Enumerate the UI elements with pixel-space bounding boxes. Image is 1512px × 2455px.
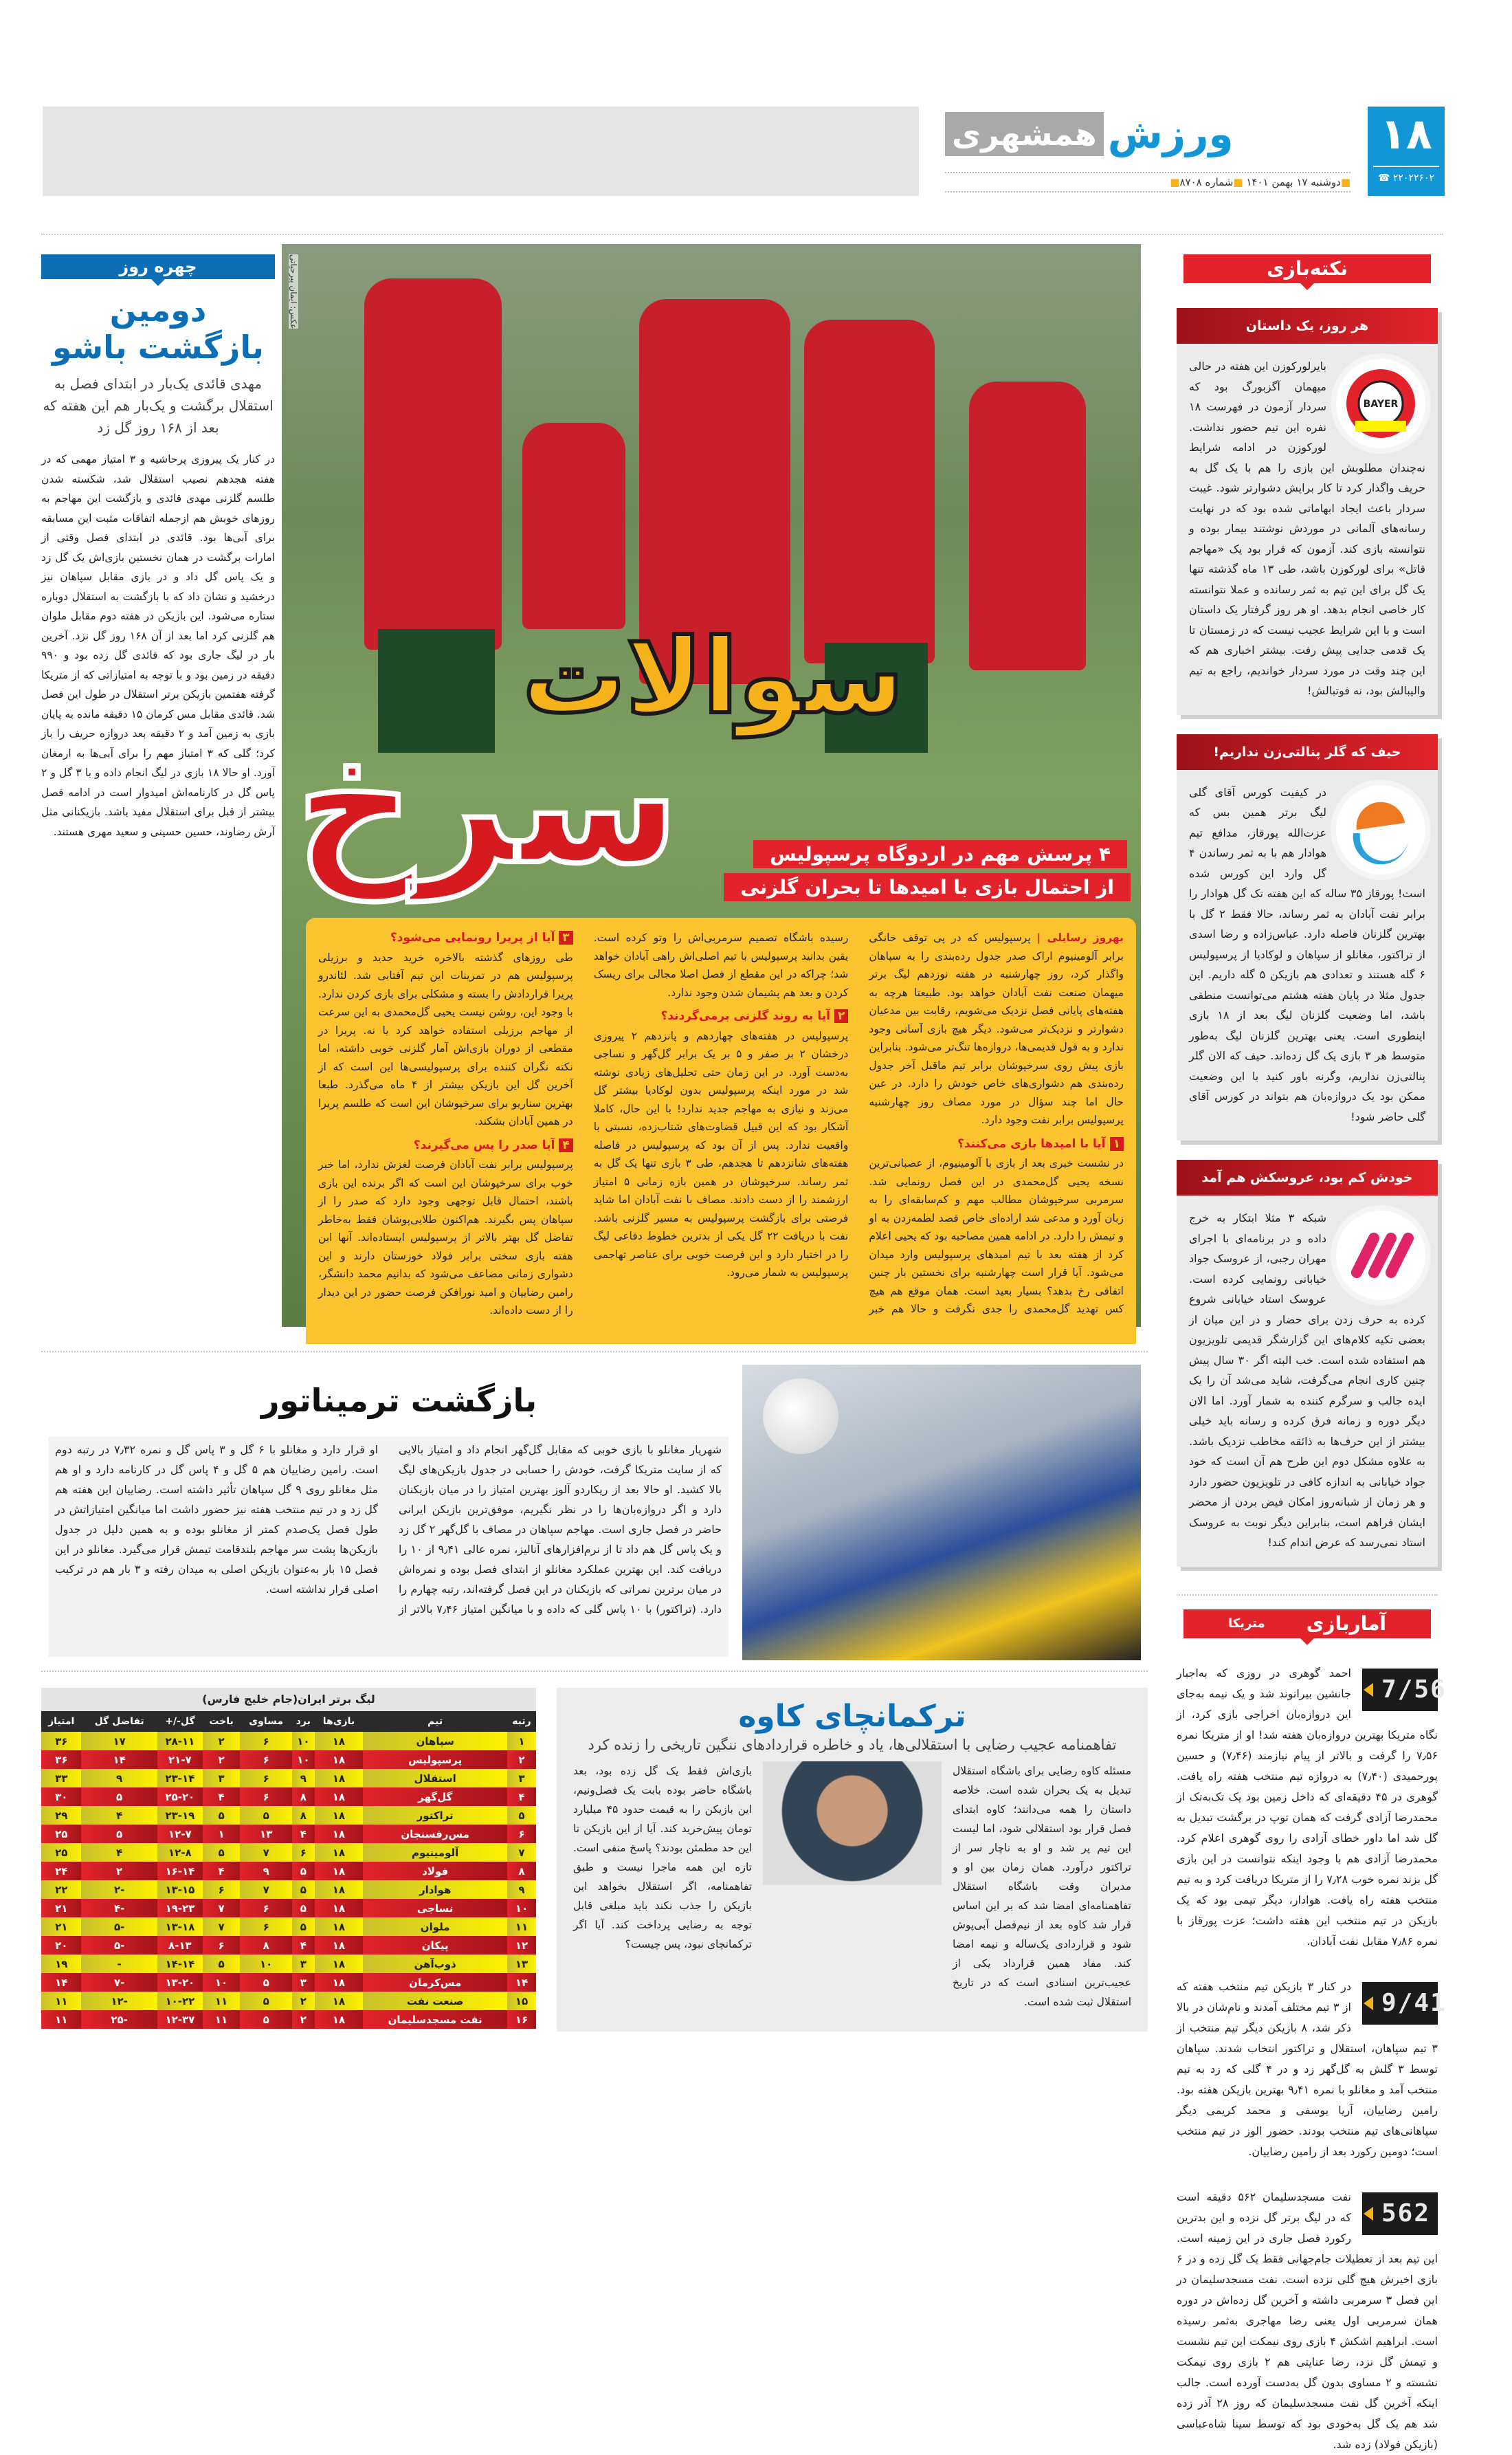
table-cell: ۱۲-۸	[157, 1843, 203, 1862]
table-cell: ۳۰	[41, 1787, 81, 1806]
table-cell: ۱۳-۱۸	[157, 1917, 203, 1936]
table-cell: ۹	[240, 1862, 292, 1880]
table-row	[41, 1862, 536, 1880]
table-cell: ۱۰	[240, 1955, 292, 1973]
table-cell: ۶	[203, 1880, 240, 1899]
table-cell: -۵	[81, 1917, 157, 1936]
page-number-box	[1368, 107, 1445, 196]
football	[763, 1378, 838, 1454]
table-row	[41, 1973, 536, 1992]
table-cell: ۱۳-۱۵	[157, 1880, 203, 1899]
face-of-the-day	[41, 254, 275, 1327]
table-cell: آلومینیوم	[363, 1843, 507, 1862]
table-cell: ۱۵	[507, 1992, 536, 2010]
table-cell: ۲	[292, 1992, 314, 2010]
table-cell: ۲۳-۱۴	[157, 1769, 203, 1787]
table-cell: ۱۸	[315, 1732, 364, 1750]
issue-date: دوشنبه ۱۷ بهمن ۱۴۰۱	[1246, 176, 1341, 188]
table-cell: ۳۶	[41, 1732, 81, 1750]
column-header: گل-/+	[157, 1711, 203, 1732]
table-cell: ۹	[81, 1769, 157, 1787]
table-cell: ۲۰	[41, 1936, 81, 1955]
table-row	[41, 1825, 536, 1843]
divider	[1177, 1594, 1438, 1596]
column-header: رتبه	[507, 1711, 536, 1732]
column-box	[1177, 1160, 1438, 1567]
table-cell: ۱۸	[315, 1936, 364, 1955]
table-cell: ۱۰-۲۲	[157, 1992, 203, 2010]
box-text: در کیفیت کورس آقای گلی لیگ برتر همین بس که عزت‌الله پورقاز، مدافع تیم هوادار هم با به ثمر رساندن ۴ گل وارد این کورس شده است! پورقاز ۳۵ ساله که این هفته تک گل هوادار را برابر نفت آبادان به ثمر رساند، حالا فقط ۲ گل با بهترین گلزنان فاصله دارد. عباس‌زاده و رضا اسدی از تراکتور، مغانلو از سپاهان و لوکادیا از پرسپولیس ۶ گله هستند و تعدادی هم بازیکن ۵ گله داریم. این جدول مثلا در پایان هفته هشتم می‌توانست منطقی باشد، اما وضعیت گلزنان لیگ بعد از ۱۸ بازی اینطوری است. یعنی بهترین گلزنان لیگ به‌طور متوسط هر ۳ بازی یک گل زده‌اند. حیف که الان گلر پنالتی‌زن نداریم، وگرنه باور کنید با این وضعیت ممکن بود یک دروازه‌بان هم بتواند در کورس آقای گلی حاضر شود!	[1189, 785, 1426, 1123]
table-cell: ۶	[240, 1787, 292, 1806]
table-cell: ۱۸	[315, 2010, 364, 2029]
stat-display	[1362, 1669, 1447, 1711]
table-cell: ۱	[507, 1732, 536, 1750]
table-cell: ۶	[240, 1732, 292, 1750]
table-cell: ۲۵	[41, 1825, 81, 1843]
stat-display	[1362, 2192, 1438, 2235]
table-cell: ۸	[292, 1806, 314, 1825]
right-column	[1177, 254, 1447, 2455]
table-cell: ۵	[203, 1806, 240, 1825]
table-cell: ۵	[240, 1992, 292, 2010]
article-title: دومین بازگشت باشو	[52, 291, 264, 366]
table-cell: ۱۸	[315, 1769, 364, 1787]
headline-top: سوالات	[522, 617, 904, 737]
table-cell: ۶	[507, 1825, 536, 1843]
table-cell: ۵	[203, 1955, 240, 1973]
question-heading	[869, 1135, 1124, 1154]
box-title: حیف که گلر پنالتی‌زن نداریم!	[1177, 734, 1438, 770]
stats-tag	[1183, 1609, 1431, 1638]
table-cell: مس‌رفسنجان	[363, 1825, 507, 1843]
table-cell: ۸	[292, 1787, 314, 1806]
kaveh-article	[557, 1688, 1148, 2032]
logo-accent: ورزش	[1107, 111, 1234, 157]
sepahan-match-photo	[742, 1365, 1141, 1660]
question-title: آیا به روند گلزنی برمی‌گردند؟	[660, 1009, 830, 1023]
table-cell: ۲	[203, 1750, 240, 1769]
table-cell: -۲۵	[81, 2010, 157, 2029]
question-title: آیا صدر را پس می‌گیرند؟	[413, 1138, 555, 1152]
divider	[41, 234, 1443, 235]
table-cell: فولاد	[363, 1862, 507, 1880]
table-cell: ۴	[507, 1787, 536, 1806]
main-article-box	[306, 918, 1136, 1344]
table-cell: ۱۹-۲۳	[157, 1899, 203, 1917]
table-cell: ۱۱	[507, 1917, 536, 1936]
phone-icon: ☎	[1377, 173, 1390, 184]
table-cell: ۲۵	[41, 1843, 81, 1862]
question-number: ۳	[559, 931, 572, 945]
table-cell: -۴	[81, 1899, 157, 1917]
table-cell: ۲۱	[41, 1917, 81, 1936]
stat-text: نفت مسجدسلیمان ۵۶۲ دقیقه است که در لیگ برتر گل نزده و این بدترین رکورد فصل جاری در این زمینه است. این تیم بعد از تعطیلات جام‌جهانی فقط یک گل زده و در ۶ بازی اخیرش هیچ گلی نزده است. نفت مسجدسلیمان در این فصل ۳ سرمربی داشته و آخرین گل زده‌اش در دوره همان سرمربی اول یعنی رضا مهاجری به‌ثمر رسیده است. ابراهیم اشکش ۴ بازی روی نیمکت این تیم نشست و تیمش گل نزد، رضا عنایتی هم ۲ بازی روی نیمکت نشسته و ۲ مساوی بدون گل به‌دست آورده است. جالب اینکه آخرین گل نفت مسجدسلیمان که روز ۲۸ آذر زده شد هم یک گل به‌خودی بود که توسط سینا شاه‌عباسی (بازیکن فولاد) زده شد.	[1177, 2190, 1438, 2451]
table-cell: ۵	[203, 1843, 240, 1862]
issue-number: شماره ۸۷۰۸	[1179, 176, 1234, 188]
column-header: مساوی	[240, 1711, 292, 1732]
table-cell: ملوان	[363, 1917, 507, 1936]
table-cell: صنعت نفت	[363, 1992, 507, 2010]
stats-title: آماربازی	[1306, 1611, 1387, 1635]
stat-item	[1177, 1663, 1447, 1952]
table-cell: ذوب‌آهن	[363, 1955, 507, 1973]
table-cell: ۱۴	[81, 1750, 157, 1769]
article-body: شهریار مغانلو با بازی خوبی که مقابل گل‌گهر انجام داد و امتیاز بالایی که از سایت متریکا گرفت، خودش را حسابی در جدول بازیکن‌های لیگ بالا کشید. او حالا بعد از ریکاردو آلوز بهترین امتیاز را در میان بازیکنان دارد و اگر دروازه‌بان‌ها را در نظر نگیریم، موفق‌ترین بازیکن ایرانی حاضر در فصل جاری است. مهاجم سپاهان در مصاف با گل‌گهر ۲ گل زد و یک پاس گل هم داد تا از نرم‌افزارهای آنالیز، نمره عالی ۹٫۴۱ از ۱۰ را دریافت کند. این بهترین عملکرد مغانلو از ابتدای فصل بوده و نمره‌اش در میان برترین نمراتی که بازیکنان در این فصل گرفته‌اند، رتبه چهارم را دارد. (تراکتور) با ۱۰ پاس گلی که داده و با میانگین امتیاز ۷٫۴۶ بالاتر از او قرار دارد و مغانلو با ۶ گل و ۳ پاس گل و نمره ۷٫۳۲ در رتبه دوم است. رامین رضاییان هم ۵ گل و ۴ پاس گل در کارنامه دارد و او هم مثل مغانلو روی ۹ گل سپاهان تأثیر داشته است. رضاییان این هفته هم گل زد و در تیم منتخب هفته نیز حضور داشت اما میانگین امتیازاتش در طول فصل یک‌صدم کمتر از مغانلو بوده و به همین دلیل در جدول بازیکن‌ها پشت سر مهاجم بلندقامت تیمش قرار می‌گیرد. مغانلو در این فصل ۱۵ بار به‌عنوان بازیکن اصلی به میدان رفته و ۳ بار هم در ترکیب اصلی قرار نداشته است.	[48, 1437, 729, 1657]
author: بهروز رسایلی |	[1036, 932, 1124, 944]
table-cell: ۴	[292, 1936, 314, 1955]
table-cell: ۳	[507, 1769, 536, 1787]
table-cell: ۱۴	[507, 1973, 536, 1992]
intro-text: پرسپولیس که در پی توقف خانگی برابر آلومینیوم اراک صدر جدول رده‌بندی را به سپاهان واگذار کرد، روز چهارشنبه در هفته نوزدهم لیگ برتر میهمان صنعت نفت آبادان خواهد بود. طبیعتا هرچه به هفته‌های پایانی فصل نزدیک می‌شویم، رقابت بین مدعیان دشوارتر و نزدیک‌تر می‌شود. دیگر هیچ بازی آسانی وجود ندارد و به قول قدیمی‌ها، دروازه‌ها تنگ‌تر می‌شود. بنابراین بازی پیش روی سرخپوشان برابر تیم ماقبل آخر جدول رده‌بندی هم دشواری‌های خاص خودش را دارد. در عین حال اما چند سؤال در مورد مصاف روز چهارشنبه پرسپولیس برابر نفت وجود دارد.	[869, 932, 1124, 1126]
table-cell: ۱۷	[81, 1732, 157, 1750]
column-header: تیم	[363, 1711, 507, 1732]
table-cell: ۶	[203, 1936, 240, 1955]
photo-credit: عکس: ایمان پیرحیاتی	[289, 254, 298, 329]
question-title: آیا از پریرا رونمایی می‌شود؟	[390, 931, 555, 945]
stat-text: احمد گوهری در روزی که به‌اجبار جانشین بیرانوند شد و یک نیمه به‌جای این دروازه‌بان اخراجی بازی کرد، از نگاه متریکا بهترین دروازه‌بان هفته شد! او از متریکا نمره ۷٫۵۶ را گرفت و بالاتر از پیام نیازمند (۷٫۴۶) و حسین پورحمیدی (۷٫۴۰) به دروازه تیم منتخب هفته راه یافت. گوهری در ۴۵ دقیقه‌ای که داخل زمین بود یک تک‌به‌تک از محمدرضا آزادی گرفت که همان توپ در برگشت تبدیل به گل شد اما داور خطای آزادی را روی گوهری اعلام کرد. محمدرضا آزادی هم با وجود اینکه نتوانست در این بازی گل بزند نمره خوب ۷٫۲۸ را از متریکا دریافت کرد و به تیم منتخب هفته راه یافت. هوادار، دیگر تیمی بود که یک بازیکن در تیم منتخب این هفته داشت؛ عزت پورقاز با نمره ۷٫۸۶ مقابل نفت آبادان.	[1177, 1666, 1438, 1948]
table-cell: ۱۰	[507, 1899, 536, 1917]
leverkusen-logo	[1336, 359, 1425, 448]
table-cell: ۳	[203, 1769, 240, 1787]
table-cell: ۷	[203, 1899, 240, 1917]
table-cell: ۱۱	[203, 2010, 240, 2029]
table-row	[41, 1769, 536, 1787]
table-cell: ۳	[292, 1955, 314, 1973]
column-box	[1177, 308, 1438, 715]
table-row	[41, 1787, 536, 1806]
table-cell: ۲	[81, 1862, 157, 1880]
column-header: امتیاز	[41, 1711, 81, 1732]
article-title: بازگشت ترمیناتور	[261, 1382, 537, 1419]
table-cell: ۱۸	[315, 1992, 364, 2010]
table-cell: -۷	[81, 1973, 157, 1992]
table-cell: ۱۱	[41, 1992, 81, 2010]
stat-value: 562	[1381, 2199, 1431, 2227]
table-cell: ۲۸-۱۱	[157, 1732, 203, 1750]
column-header: تفاضل گل	[81, 1711, 157, 1732]
question-number: ۴	[559, 1138, 572, 1152]
article-title: ترکمانچای کاوه	[738, 1699, 966, 1734]
metrica-brand: متریکا	[1227, 1616, 1265, 1631]
table-cell: ۵	[507, 1806, 536, 1825]
table-cell: ۱۶	[507, 2010, 536, 2029]
table-cell: ۱۱	[41, 2010, 81, 2029]
table-cell: استقلال	[363, 1769, 507, 1787]
section-tag: چهره روز	[41, 254, 275, 279]
question-heading	[318, 1136, 573, 1155]
table-cell: ۱	[203, 1825, 240, 1843]
table-cell: ۴	[292, 1825, 314, 1843]
table-cell: ۳۳	[41, 1769, 81, 1787]
table-cell: -	[81, 1955, 157, 1973]
table-cell: ۲۹	[41, 1806, 81, 1825]
table-cell: ۵	[292, 1880, 314, 1899]
table-cell: ۸	[507, 1862, 536, 1880]
table-cell: ۱۸	[315, 1862, 364, 1880]
kaveh-rezaei-photo	[763, 1761, 942, 1885]
column-header: بازی‌ها	[315, 1711, 364, 1732]
table-cell: ۴	[81, 1843, 157, 1862]
table-cell: ۱۰	[292, 1750, 314, 1769]
table-cell: ۱۸	[315, 1917, 364, 1936]
table-row	[41, 1843, 536, 1862]
newspaper-logo	[945, 110, 1350, 158]
table-cell: -۵	[81, 1936, 157, 1955]
table-cell: ۱۸	[315, 1825, 364, 1843]
table-cell: ۱۸	[315, 1750, 364, 1769]
table-cell: هوادار	[363, 1880, 507, 1899]
table-cell: مس‌کرمان	[363, 1973, 507, 1992]
box-text: شبکه ۳ مثلا ابتکار به خرج داده و در برنامه‌ای با اجرای مهران رجبی، از عروسک جواد خیابانی رونمایی کرده است. عروسک استاد خیابانی شروع کرده به حرف زدن برای حضار و در این میان از بعضی تکیه کلام‌های این گزارشگر قدیمی تلویزیون هم استفاده شده است. خب البته اگر ۳۰ سال پیش چنین کاری انجام می‌گرفت، شاید می‌شد آن را یک ایده جالب و سرگرم کننده به شمار آورد. اما الان دیگر دوره و زمانه فرق کرده و رسانه باید خیلی بیشتر از این حرف‌ها به ذائقه مخاطب نزدیک باشد. به علاوه مشکل دوم این طرح هم آن است که خود جواد خیابانی به اندازه کافی در تلویزیون حضور دارد و هر زمان از شبانه‌روز امکان فیض بردن از محضر ایشان فراهم است، بنابراین دیگر نوبت به عروسک استاد نمی‌رسد که عرض اندام کند!	[1189, 1211, 1425, 1549]
table-cell: ۶	[240, 1769, 292, 1787]
subtitle-line-2: از احتمال بازی با امیدها تا بحران گلزنی	[724, 873, 1131, 901]
table-cell: ۵	[292, 1862, 314, 1880]
table-cell: -۲	[81, 1880, 157, 1899]
table-cell: ۱۲	[507, 1936, 536, 1955]
table-row	[41, 1917, 536, 1936]
table-cell: ۵	[292, 1917, 314, 1936]
table-cell: ۵	[240, 2010, 292, 2029]
subtitle-line-1: ۴ پرسش مهم در اردوگاه پرسپولیس	[753, 840, 1127, 868]
league-standings-table	[41, 1688, 536, 2029]
stat-value: 9/41	[1381, 1988, 1447, 2017]
table-cell: ۱۱	[203, 1992, 240, 2010]
stat-value: 7/56	[1381, 1675, 1447, 1704]
table-cell: ۳۶	[41, 1750, 81, 1769]
table-cell: ۶	[240, 1917, 292, 1936]
table-cell: ۱۶-۱۴	[157, 1862, 203, 1880]
table-cell: ۲۲	[41, 1880, 81, 1899]
table-cell: ۶	[240, 1750, 292, 1769]
divider	[41, 1671, 1148, 1672]
table-cell: ۳	[292, 1973, 314, 1992]
question-number: ۱	[1110, 1137, 1124, 1151]
table-cell: ۵	[81, 1787, 157, 1806]
table-cell: ۷	[240, 1880, 292, 1899]
question-text: طی روزهای گذشته بالاخره خرید جدید و برزیلی پرسپولیس هم در تمرینات این تیم آفتابی شد. لئاندرو پریرا قراردادش را بسته و مشکلی برای بازی کردن ندارد. با وجود این، روشن نیست یحیی گل‌محمدی به این سرعت از مهاجم برزیلی استفاده خواهد کرد یا نه. پریرا در مقطعی از دوران بازی‌اش آمار گلزنی خوبی داشته، اما نکته نگران کننده برای پرسپولیسی‌ها این است که از آخرین گل این بازیکن بیشتر از ۴ ماه می‌گذرد. طبعا بهترین سناریو برای سرخپوشان این است که طلسم پریرا در همین آبادان بشکند.	[318, 951, 573, 1127]
table-cell: ۱۸	[315, 1955, 364, 1973]
article-column: بازی‌اش فقط یک گل زده بود، بعد باشگاه حاضر بوده بابت یک فصل‌ونیم، این بازیکن را به قیمت حدود ۴۵ میلیارد تومان پیش‌خرید کند. آیا از این بازیکن تا این حد مطمئن بودند؟ پاسخ منفی است. تازه این همه ماجرا نیست و طبق تفاهمنامه، اگر استقلال بخواهد این بازیکن را جذب نکند باید مبلغی قابل توجه به رضایی پرداخت کند. آیا اگر ترکمانچای نبود، پس چیست؟	[573, 1765, 752, 1950]
table-cell: ۴	[203, 1862, 240, 1880]
table-row	[41, 1806, 536, 1825]
table-cell: ۹	[507, 1880, 536, 1899]
table-cell: تراکتور	[363, 1806, 507, 1825]
question-number: ۲	[834, 1009, 848, 1023]
table-cell: ۱۸	[315, 1806, 364, 1825]
table-title: لیگ برتر ایران(جام خلیج فارس)	[41, 1688, 536, 1711]
article-lead: مهدی قائدی یک‌بار در ابتدای فصل به استقلال برگشت و یک‌بار هم این هفته که بعد از ۱۶۸ روز گل زد	[43, 375, 274, 436]
table-cell: پیکان	[363, 1936, 507, 1955]
article-body: در کنار یک پیروزی پرحاشیه و ۳ امتیاز مهمی که در هفته هجدهم نصیب استقلال شد، شکسته شدن طلسم گلزنی مهدی قائدی و بازگشت این مهاجم به روزهای خوبش هم ازجمله اتفاقات مثبت این مسابقه برای آبی‌ها بود. قائدی در ابتدای فصل وقتی از امارات برگشت در همان نخستین بازی‌اش یک گل زد و یک پاس گل داد و در بازی مقابل سپاهان نیز درخشید و نشان داد که با بازگشت به استقلال دوباره ستاره می‌شود. این بازیکن در هفته دوم مقابل ملوان هم گلزنی کرد اما بعد از آن ۱۶۸ روز گل نزد. آخرین بار در لیگ جاری بود که قائدی گل زده بود و ۹۹۰ دقیقه در زمین بود و با توجه به امتیازاتی که از متریکا گرفته هفتمین بازیکن برتر استقلال در طول این فصل شد. قائدی مقابل مس کرمان ۱۵ دقیقه مانده به پایان بازی به زمین آمد و ۲ دقیقه بعد دروازه حریف را باز کرد؛ گلی که ۳ امتیاز مهم را برای آبی‌ها به ارمغان آورد. او حالا ۱۸ بازی در لیگ انجام داده و با ۳ گل و ۲ پاس گل در کارنامه‌اش امیدوار است در ادامه فصل بیشتر از قبل برای استقلال مفید باشد. بازیکنانی مثل آرش رضاوند، حسین حسینی و سعید مهری هستند.	[41, 453, 276, 838]
table-cell: ۸	[240, 1936, 292, 1955]
table-row	[41, 1880, 536, 1899]
table-cell: ۱۸	[315, 1973, 364, 1992]
table-cell: ۴	[81, 1806, 157, 1825]
table-cell: ۱۲-۳۷	[157, 2010, 203, 2029]
table-row	[41, 2010, 536, 2029]
table-cell: ۱۳	[240, 1825, 292, 1843]
table-cell: ۴	[203, 1787, 240, 1806]
table-cell: ۷	[203, 1917, 240, 1936]
table-cell: ۸-۱۳	[157, 1936, 203, 1955]
headline-bottom: سرخ	[296, 708, 680, 901]
article-columns	[318, 929, 1124, 1320]
table-cell: پرسپولیس	[363, 1750, 507, 1769]
table-cell: ۲	[203, 1732, 240, 1750]
table-cell: ۱۲-۷	[157, 1825, 203, 1843]
stat-item	[1177, 1977, 1447, 2162]
table-cell: ۲۴	[41, 1862, 81, 1880]
svg-text:BAYER: BAYER	[1363, 399, 1399, 410]
divider	[41, 1351, 1148, 1352]
stat-text: در کنار ۳ بازیکن تیم منتخب هفته که از ۳ تیم مختلف آمدند و نام‌شان در بالا ذکر شد، ۸ بازیکن دیگر تیم منتخب از ۳ تیم سپاهان، استقلال و تراکتور انتخاب شدند. سپاهان توسط ۳ گلش به گل‌گهر زد و در ۴ گلی که زد به تیم منتخب آمد و مغانلو با نمره ۹٫۴۱ بهترین بازیکن هفته بود. رامین رضاییان، آریا یوسفی و محمد کریمی دیگر سپاهانی‌های تیم منتخب بودند. حضور الوز در تیم منتخب است؛ دومین رکورد بعد از رامین رضاییان.	[1177, 1979, 1438, 2158]
article-subtitle: تفاهمنامه عجیب رضایی با استقلالی‌ها، یاد و خاطره قراردادهای ننگین تاریخی را زنده کرد	[588, 1737, 1117, 1753]
table-cell: ۵	[81, 1825, 157, 1843]
column-box	[1177, 734, 1438, 1141]
table-cell: ۱۴	[41, 1973, 81, 1992]
table-cell: ۲۵-۲۰	[157, 1787, 203, 1806]
table-cell: ۷	[240, 1843, 292, 1862]
table-row	[41, 1955, 536, 1973]
column-header: باخت	[203, 1711, 240, 1732]
table-row	[41, 1750, 536, 1769]
table-cell: ۷	[507, 1843, 536, 1862]
logo-main: همشهری	[945, 112, 1104, 156]
channel-3-logo	[1336, 1211, 1425, 1300]
table-cell: ۲۱	[41, 1899, 81, 1917]
table-cell: ۲	[292, 2010, 314, 2029]
question-text: پرسپولیس در هفته‌های چهاردهم و پانزدهم ۲ پیروزی درخشان ۲ بر صفر و ۵ بر یک برابر گل‌گهر و نساجی به‌دست آورد. در این زمان حتی تحلیل‌های زیادی نوشته شد در مورد اینکه پرسپولیس بدون لوکادیا بیشتر گل می‌زند و نیازی به مهاجم جدید ندارد! با این حال، کاملا آشکار بود که این قبیل قضاوت‌های شتاب‌زده، نسبتی با واقعیت ندارد. پس از آن بود که پرسپولیس در فاصله هفته‌های شانزدهم تا هجدهم، طی ۳ بازی تنها یک گل به ثمر رساند. سرخپوشان در همین بازه زمانی ۵ امتیاز ارزشمند را از دست دادند. مصاف با نفت آبادان اما شاید فرصتی برای بازگشت پرسپولیس به مسیر گلزنی باشد. نفت با دریافت ۲۲ گل یکی از بدترین خطوط دفاعی لیگ را در اختیار دارد و این فرصت خوبی برای عناصر تهاجمی پرسپولیس به شمار می‌رود.	[593, 1029, 849, 1279]
persian-gulf-league-logo	[1336, 785, 1425, 874]
triangle-icon	[1364, 1683, 1373, 1697]
table-cell: ۲	[507, 1750, 536, 1769]
table-cell: نفت مسجدسلیمان	[363, 2010, 507, 2029]
table-cell: ۱۸	[315, 1880, 364, 1899]
box-title: هر روز، یک داستان	[1177, 308, 1438, 344]
table-cell: ۲۱-۷	[157, 1750, 203, 1769]
question-heading	[594, 1007, 849, 1026]
table-cell: ۵	[240, 1973, 292, 1992]
table-cell: ۵	[240, 1806, 292, 1825]
table-cell: ۹	[292, 1769, 314, 1787]
column-header: برد	[292, 1711, 314, 1732]
table-cell: ۱۹	[41, 1955, 81, 1973]
table-cell: ۱۸	[315, 1843, 364, 1862]
triangle-icon	[1364, 1996, 1373, 2010]
box-title: خودش کم بود، عروسکش هم آمد	[1177, 1160, 1438, 1196]
table-header-row	[41, 1711, 536, 1732]
phone-number: ۲۲۰۲۲۶۰۲	[1392, 173, 1435, 184]
table-cell: ۶	[240, 1899, 292, 1917]
table-cell: نساجی	[363, 1899, 507, 1917]
box-text: بایرلورکوزن این هفته در حالی میهمان آگزبورگ بود که سردار آزمون در فهرست ۱۸ نفره این تیم حضور نداشت. لورکوزن در ادامه شرایط نه‌چندان مطلوبش این بازی را هم با یک گل به حریف واگذار کرد تا کار برایش دشوارتر شود. غیبت سردار باعث ایجاد ابهاماتی شده بود که در نهایت رسانه‌های آلمانی در موردش نوشتند بیمار بوده و نتوانسته بازی کند. آزمون که قرار بود یک «مهاجم قاتل» برای لورکوزن باشد، طی ۱۳ ماه گذشته تنها یک گل برای این تیم به ثمر رسانده و عملا نتوانسته کار خاصی انجام بدهد. او هر روز گرفتار یک داستان است و با این شرایط عجیب نیست که در زمستان تا یک قدمی جدایی پیش رفت. بیشتر اخباری هم که این چند وقت در مورد سردار خواندیم، راجع به تیم والیبالش بود، نه فوتبالش!	[1189, 360, 1426, 697]
page-number: ۱۸	[1380, 109, 1432, 159]
table-cell: ۱۴-۱۴	[157, 1955, 203, 1973]
table-cell: ۲۳-۱۹	[157, 1806, 203, 1825]
header-banner	[43, 107, 919, 196]
question-text: در نشست خبری بعد از بازی با آلومینیوم، از عصبانی‌ترین نسخه یحیی گل‌محمدی در این فصل رونمایی شد. سرمربی سرخپوشان مطالب مهم و کم‌سابقه‌ای را به زبان آورد و مدعی شد اراده‌ای خاص قصد لطمه‌زدن به او و تیمش را دارد. در ادامه همین مصاحبه بود که یحیی اعلام کرد از هفته بعد با تیم امیدهای پرسپولیس وارد میدان می‌شود. آیا قرار است چهارشنبه برای نخستین بار چنین اتفاقی رخ بدهد؟ بسیار بعید است. همان موقع هم هیچ کس تهدید گل‌محمدی را جدی نگرفت و حالا هم خبر رسیده باشگاه تصمیم سرمربی‌اش را وتو کرده است. یقین بدانید پرسپولیس با تیم اصلی‌اش راهی آبادان خواهد شد؛ چراکه در این مقطع از فصل اصلا مجالی برای ریسک کردن و بعد هم پشیمان شدن وجود ندارد.	[593, 932, 1124, 1315]
table-row	[41, 1936, 536, 1955]
triangle-icon	[1364, 2207, 1373, 2221]
table-cell: -۱۲	[81, 1992, 157, 2010]
table-cell: ۶	[292, 1843, 314, 1862]
table-cell: ۱۸	[315, 1899, 364, 1917]
table-cell: ۱۰	[203, 1973, 240, 1992]
stat-display	[1362, 1982, 1447, 2025]
dateline: ■دوشنبه ۱۷ بهمن ۱۴۰۱ ■شماره ۸۷۰۸■	[945, 172, 1350, 192]
table-cell: ۵	[292, 1899, 314, 1917]
table-cell: گل‌گهر	[363, 1787, 507, 1806]
question-title: آیا با امیدها بازی می‌کنند؟	[957, 1136, 1106, 1151]
table-row	[41, 1992, 536, 2010]
table-cell: ۱۳-۲۰	[157, 1973, 203, 1992]
question-text: پرسپولیس برابر نفت آبادان فرصت لغزش ندارد، اما خبر خوب برای سرخپوشان این است که اگر برنده این بازی باشند، احتمال قابل توجهی وجود دارد که صدر را از سپاهان پس بگیرند. هم‌اکنون طلایی‌پوشان فقط به‌خاطر تفاضل گل بهتر بالاتر از پرسپولیس ایستاده‌اند. آنها این هفته بازی سختی برابر فولاد خوزستان دارند و این دشواری زمانی مضاعف می‌شود که بدانیم محمد دانشگر، رامین رضاییان و امید نورافکن فرصت حضور در این دیدار را از دست داده‌اند.	[318, 1158, 573, 1317]
table-cell: ۱۸	[315, 1787, 364, 1806]
table-cell: ۱۰	[292, 1732, 314, 1750]
table-cell: ۱۳	[507, 1955, 536, 1973]
question-heading	[318, 929, 573, 947]
article-column: مسئله کاوه رضایی برای باشگاه استقلال تبدیل به یک بحران شده است. خلاصه داستان را همه می‌دانند؛ کاوه ابتدای فصل قرار بود استقلالی شود، اما لیست این تیم پر شد و او به ناچار سر از تراکتور درآورد. همان زمان بین او و مدیران وقت باشگاه استقلال تفاهمنامه‌ای امضا شد که بر این اساس قرار شد کاوه بعد از نیم‌فصل آبی‌پوش شود و قراردادی یک‌ساله و نیمه امضا کند. مفاد همین قرارداد یکی از عجیب‌ترین اسنادی است که در تاریخ استقلال ثبت شده است.	[953, 1765, 1131, 2008]
table-row	[41, 1732, 536, 1750]
stat-item	[1177, 2187, 1438, 2455]
table-cell: سپاهان	[363, 1732, 507, 1750]
section-tag: نکته‌بازی	[1183, 254, 1431, 283]
table-row	[41, 1899, 536, 1917]
